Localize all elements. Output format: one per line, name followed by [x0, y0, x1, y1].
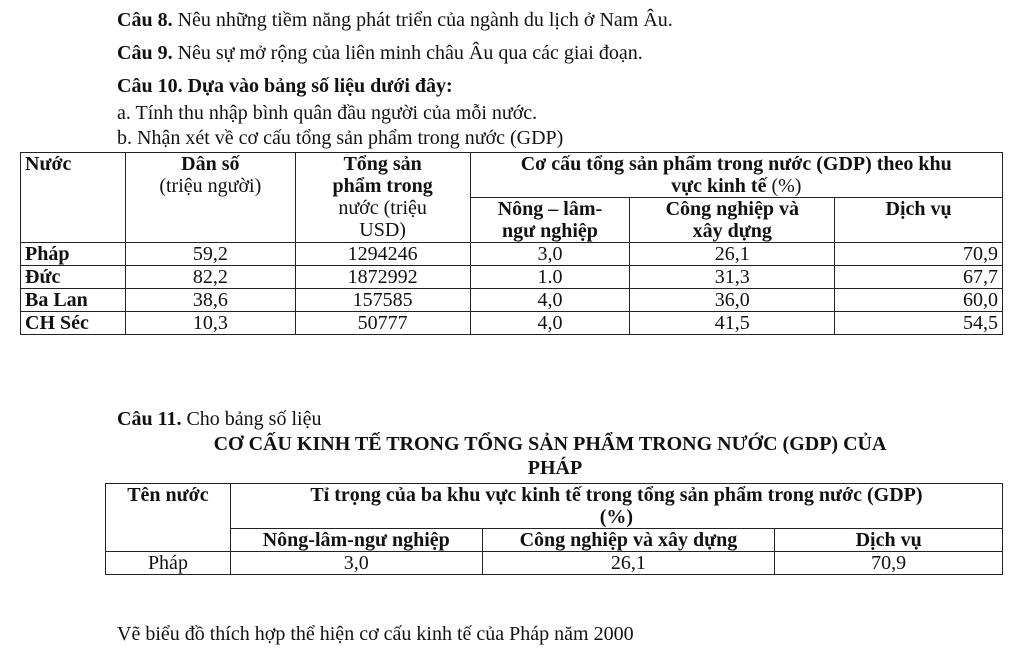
question-11-text: Cho bảng số liệu — [181, 408, 322, 430]
header-agriculture: Nông – lâm- ngư nghiệp — [470, 198, 630, 243]
question-11-label: Câu 11. — [117, 408, 182, 430]
population-gdp-table — [20, 152, 1003, 335]
header-country: Nước — [21, 153, 126, 243]
table2-title-line2: PHÁP — [527, 457, 583, 479]
header-gdp: Tổng sản phẩm trong nước (triệu USD) — [295, 153, 470, 243]
header-gdp-structure: Cơ cấu tổng sản phẩm trong nước (GDP) theo khu vực kinh tế (%) — [470, 153, 1002, 198]
question-8-label: Câu 8. — [117, 9, 173, 31]
table-row: Đức 82,2 1872992 1.0 31,3 67,7 — [21, 266, 1003, 289]
question-9-label: Câu 9. — [117, 42, 173, 64]
header-population: Dân số (triệu người) — [125, 153, 295, 243]
table2-title-line1: CƠ CẤU KINH TẾ TRONG TỔNG SẢN PHẨM TRONG NƯỚC (GDP) CỦA — [213, 433, 887, 455]
question-10a: a. Tính thu nhập bình quân đầu người của mỗi nước. — [117, 102, 538, 124]
header-agriculture-2: Nông-lâm-ngư nghiệp — [230, 529, 482, 552]
question-10b: b. Nhận xét về cơ cấu tổng sản phẩm trong nước (GDP) — [117, 127, 564, 149]
table-row: Ba Lan 38,6 157585 4,0 36,0 60,0 — [21, 289, 1003, 312]
header-industry: Công nghiệp và xây dựng — [630, 198, 835, 243]
question-8-text: Nêu những tiềm năng phát triển của ngành du lịch ở Nam Âu. — [172, 9, 673, 31]
question-9 — [117, 41, 643, 65]
header-country-name: Tên nước — [106, 484, 231, 552]
header-industry-2: Công nghiệp và xây dựng — [482, 529, 775, 552]
france-economy-table — [105, 483, 1003, 575]
table-row: Pháp 59,2 1294246 3,0 26,1 70,9 — [21, 243, 1003, 266]
table-row: CH Séc 10,3 50777 4,0 41,5 54,5 — [21, 312, 1003, 335]
question-11 — [117, 407, 321, 431]
header-sector-share: Tỉ trọng của ba khu vực kinh tế trong tổng sản phẩm trong nước (GDP) (%) — [230, 484, 1002, 529]
header-service-2: Dịch vụ — [775, 529, 1003, 552]
question-9-text: Nêu sự mở rộng của liên minh châu Âu qua các giai đoạn. — [172, 42, 643, 64]
footer-instruction: Vẽ biểu đồ thích hợp thể hiện cơ cấu kinh tế của Pháp năm 2000 — [117, 623, 634, 645]
question-10: Câu 10. Dựa vào bảng số liệu dưới đây: — [117, 75, 453, 97]
table-row: Pháp 3,0 26,1 70,9 — [106, 552, 1003, 575]
header-service: Dịch vụ — [835, 198, 1003, 243]
question-8 — [117, 8, 673, 32]
